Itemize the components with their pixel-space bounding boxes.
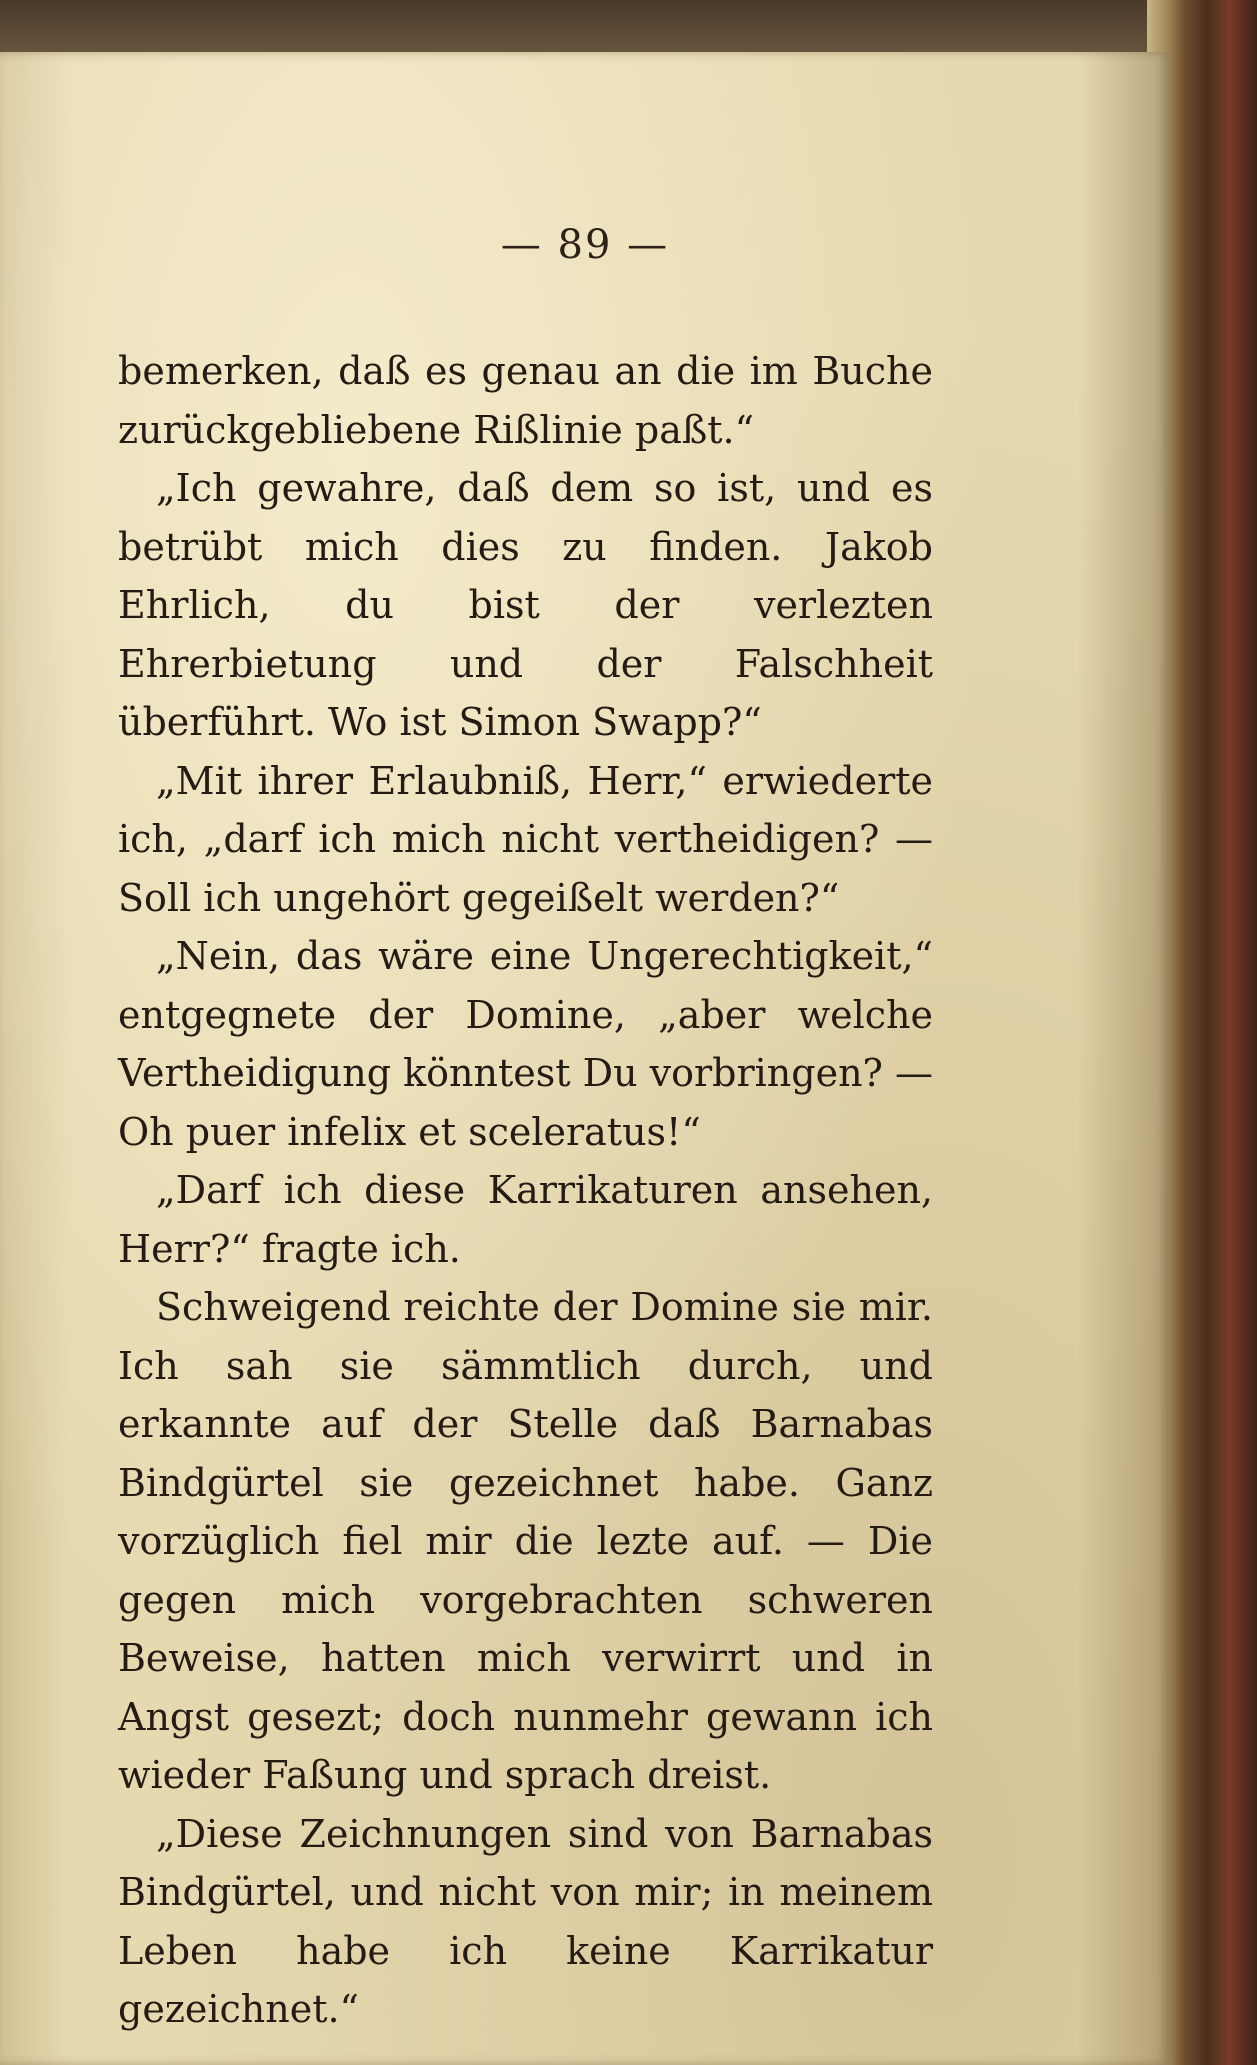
page-body-text bbox=[118, 342, 933, 2039]
paragraph-2: „Ich gewahre, daß dem so ist, und es betrübt mich dies zu finden. Jakob Ehrlich, du bist der verlezten Ehrerbietung und der Falschheit überführt. Wo ist Simon Swapp?“ bbox=[118, 466, 933, 744]
book-top-edge bbox=[0, 0, 1257, 60]
paragraph-7: „Diese Zeichnungen sind von Barnabas Bindgürtel, und nicht von mir; in meinem Leben habe ich keine Karrikatur gezeichnet.“ bbox=[118, 1811, 933, 2031]
page-number: — 89 — bbox=[500, 222, 670, 268]
book-page bbox=[0, 52, 1170, 2065]
paragraph-6: Schweigend reichte der Domine sie mir. Ich sah sie sämmtlich durch, und erkannte auf der Stelle daß Barnabas Bindgürtel sie gezeichnet habe. Ganz vorzüglich fiel mir die lezte auf. — Die gegen mich vorgebrachten schweren Beweise, hatten mich verwirrt und in Angst gesezt; doch nunmehr gewann ich wieder Faßung und sprach dreist. bbox=[118, 1285, 933, 1797]
paragraph-4: „Nein, das wäre eine Ungerechtigkeit,“ entgegnete der Domine, „aber welche Vertheidigung könntest Du vorbringen? — Oh puer infelix et sceleratus!“ bbox=[118, 934, 933, 1154]
paragraph-1: bemerken, daß es genau an die im Buche zurückgebliebene Rißlinie paßt.“ bbox=[118, 349, 933, 452]
paragraph-5: „Darf ich diese Karrikaturen ansehen, Herr?“ fragte ich. bbox=[118, 1168, 933, 1271]
paragraph-3: „Mit ihrer Erlaubniß, Herr,“ erwiederte ich, „darf ich mich nicht vertheidigen? — Soll ich ungehört gegeißelt werden?“ bbox=[118, 758, 933, 920]
